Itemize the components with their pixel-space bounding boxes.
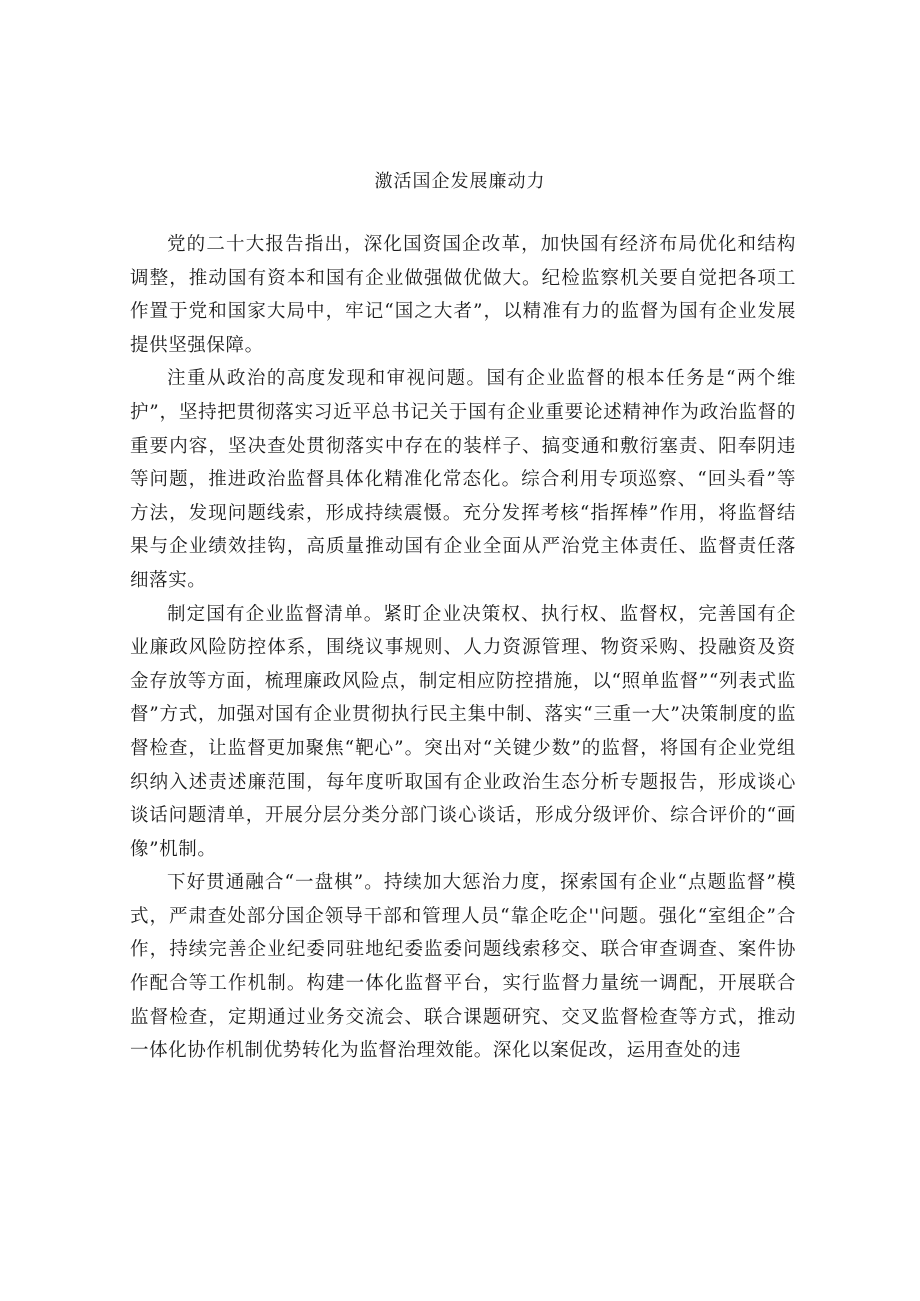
document-title: 激活国企发展廉动力 [374, 171, 546, 192]
document-body [130, 228, 796, 1068]
paragraph-3: 制定国有企业监督清单。紧盯企业决策权、执行权、监督权，完善国有企业廉政风险防控体系，围绕议事规则、人力资源管理、物资采购、投融资及资金存放等方面，梳理廉政风险点，制定相应防控措施，以“照单监督”“列表式监督”方式，加强对国有企业贯彻执行民主集中制、落实“三重一大”决策制度的监督检查，让监督更加聚焦“靶心”。突出对“关键少数”的监督，将国有企业党组织纳入述责述廉范围，每年度听取国有企业政治生态分析专题报告，形成谈心谈话问题清单，开展分层分类分部门谈心谈话，形成分级评价、综合评价的“画像”机制。 [130, 603, 796, 860]
paragraph-1: 党的二十大报告指出，深化国资国企改革，加快国有经济布局优化和结构调整，推动国有资本和国有企业做强做优做大。纪检监察机关要自觉把各项工作置于党和国家大局中，牢记“国之大者”，以精准有力的监督为国有企业发展提供坚强保障。 [130, 234, 796, 356]
paragraph-2: 注重从政治的高度发现和审视问题。国有企业监督的根本任务是“两个维护”，坚持把贯彻落实习近平总书记关于国有企业重要论述精神作为政治监督的重要内容，坚决查处贯彻落实中存在的装样子、搞变通和敷衍塞责、阳奉阴违等问题，推进政治监督具体化精准化常态化。综合利用专项巡察、“回头看”等方法，发现问题线索，形成持续震慑。充分发挥考核“指挥棒”作用，将监督结果与企业绩效挂钩，高质量推动国有企业全面从严治党主体责任、监督责任落细落实。 [130, 368, 796, 591]
paragraph-4: 下好贯通融合“一盘棋”。持续加大惩治力度，探索国有企业“点题监督”模式，严肃查处部分国企领导干部和管理人员“靠企吃企''问题。强化“室组企”合作，持续完善企业纪委同驻地纪委监委问题线索移交、联合审查调查、案件协作配合等工作机制。构建一体化监督平台，实行监督力量统一调配，开展联合监督检查，定期通过业务交流会、联合课题研究、交叉监督检查等方式，推动一体化协作机制优势转化为监督治理效能。深化以案促改，运用查处的违 [130, 872, 796, 1062]
